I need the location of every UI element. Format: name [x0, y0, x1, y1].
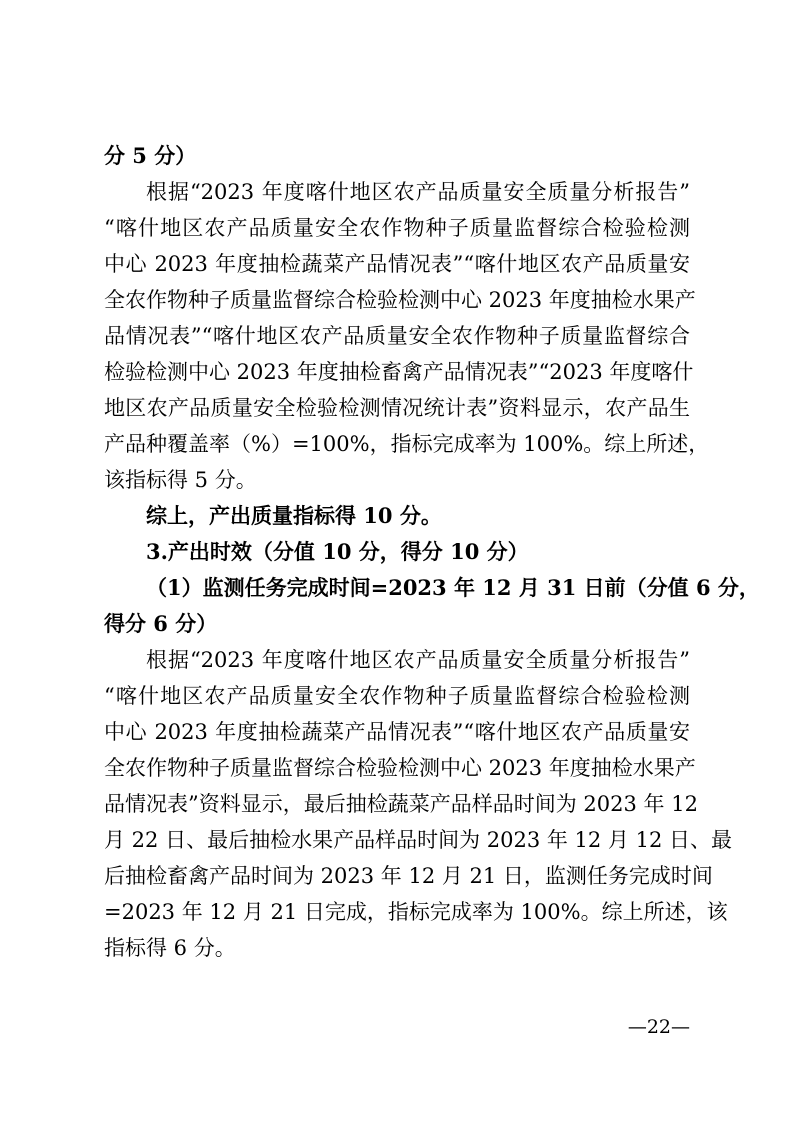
paragraph-line: 全农作物种子质量监督综合检验检测中心 2023 年度抽检水果产 [104, 756, 696, 780]
paragraph-line: 后抽检畜禽产品时间为 2023 年 12 月 21 日，监测任务完成时间 [104, 864, 713, 888]
page-number: —22— [627, 1016, 690, 1038]
document-body [104, 138, 760, 966]
paragraph-coverage-rate [104, 174, 710, 498]
paragraph-line: 品情况表”资料显示，最后抽检蔬菜产品样品时间为 2023 年 12 [104, 792, 698, 816]
heading-line: 得分 6 分） [104, 611, 218, 636]
subsection-heading-monitoring-time [104, 570, 760, 642]
paragraph-line: 月 22 日、最后抽检水果产品样品时间为 2023 年 12 月 12 日、最 [104, 828, 733, 852]
paragraph-line: 根据“2023 年度喀什地区农产品质量安全质量分析报告” [146, 180, 690, 204]
paragraph-line: 该指标得 5 分。 [104, 468, 257, 492]
continuation-line: 分 5 分） [104, 143, 197, 168]
paragraph-line: 全农作物种子质量监督综合检验检测中心 2023 年度抽检水果产 [104, 288, 696, 312]
quality-summary: 综上，产出质量指标得 10 分。 [146, 503, 442, 528]
paragraph-line: 品情况表”“喀什地区农产品质量安全农作物种子质量监督综合 [104, 324, 690, 348]
paragraph-line: 指标得 6 分。 [104, 936, 236, 960]
paragraph-line: 检验检测中心 2023 年度抽检畜禽产品情况表”“2023 年度喀什 [104, 360, 694, 384]
paragraph-line: “喀什地区农产品质量安全农作物种子质量监督综合检验检测 [104, 216, 690, 240]
heading-line: （1）监测任务完成时间=2023 年 12 月 31 日前（分值 6 分， [146, 575, 760, 600]
paragraph-line: 根据“2023 年度喀什地区农产品质量安全质量分析报告” [146, 648, 690, 672]
section-heading-timeliness: 3.产出时效（分值 10 分，得分 10 分） [146, 539, 529, 564]
paragraph-line: 中心 2023 年度抽检蔬菜产品情况表”“喀什地区农产品质量安 [104, 252, 690, 276]
paragraph-completion-time [104, 642, 733, 966]
paragraph-line: =2023 年 12 月 21 日完成，指标完成率为 100%。综上所述，该 [104, 900, 728, 924]
paragraph-line: 产品种覆盖率（%）=100%，指标完成率为 100%。综上所述， [104, 432, 710, 456]
paragraph-line: 地区农产品质量安全检验检测情况统计表”资料显示，农产品生 [104, 396, 690, 420]
paragraph-line: 中心 2023 年度抽检蔬菜产品情况表”“喀什地区农产品质量安 [104, 720, 690, 744]
paragraph-line: “喀什地区农产品质量安全农作物种子质量监督综合检验检测 [104, 684, 690, 708]
